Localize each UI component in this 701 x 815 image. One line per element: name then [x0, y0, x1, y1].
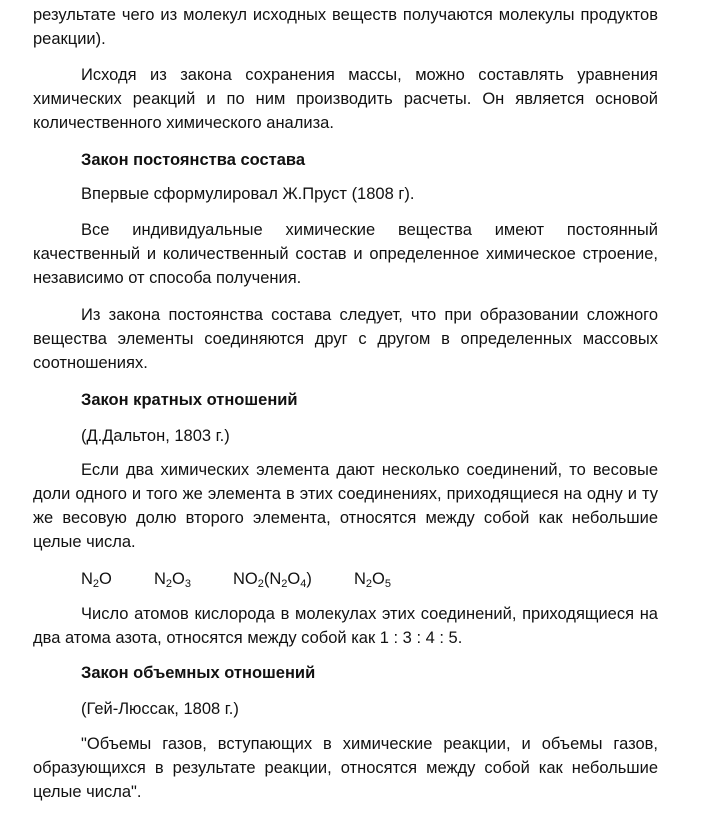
paragraph-mass-conservation: Исходя из закона сохранения массы, можно составлять уравнения химических реакций и по ним производить расчеты. Он является основой количественного химического анализа. [33, 66, 658, 132]
paragraph-oxygen-ratio: Число атомов кислорода в молекулах этих соединений, приходящиеся на два атома азота, относятся между собой как 1 : 3 : 4 : 5. [33, 605, 658, 647]
paragraph-gay-lussac: (Гей-Люссак, 1808 г.) [81, 700, 239, 718]
heading-multiple-proportions: Закон кратных отношений [81, 391, 298, 409]
formula-n2o5: $N_2O_5$ [354, 570, 392, 590]
paragraph-volume-ratios: "Объемы газов, вступающих в химические реакции, и объемы газов, образующихся в результате реакции, относятся между собой как небольшие целые числа". [33, 735, 658, 801]
formula-no2-n2o4: $NO_2(N_2O_4)$ [233, 570, 312, 590]
paragraph-dalton: (Д.Дальтон, 1803 г.) [81, 427, 230, 445]
heading-constant-composition: Закон постоянства состава [81, 151, 306, 169]
heading-volume-ratios: Закон объемных отношений [81, 664, 316, 682]
paragraph-intro-continuation: результате чего из молекул исходных веществ получаются молекулы продуктов реакции). [33, 6, 658, 48]
paragraph-constant-composition: Все индивидуальные химические вещества имеют постоянный качественный и количественный состав и определенное химическое строение, независимо от способа получения. [33, 221, 658, 287]
formula-n2o3: $N_2O_3$ [154, 570, 192, 590]
paragraph-proust: Впервые сформулировал Ж.Пруст (1808 г). [81, 185, 415, 203]
formula-n2o: $N_2O$ [81, 570, 112, 590]
paragraph-multiple-proportions: Если два химических элемента дают несколько соединений, то весовые доли одного и того же элемента в этих соединениях, приходящиеся на одну и ту же весовую долю второго элемента, относятся между собой как небольшие целые числа. [33, 461, 658, 551]
paragraph-composition-consequence: Из закона постоянства состава следует, что при образовании сложного вещества элементы соединяются друг с другом в определенных массовых соотношениях. [33, 306, 658, 372]
